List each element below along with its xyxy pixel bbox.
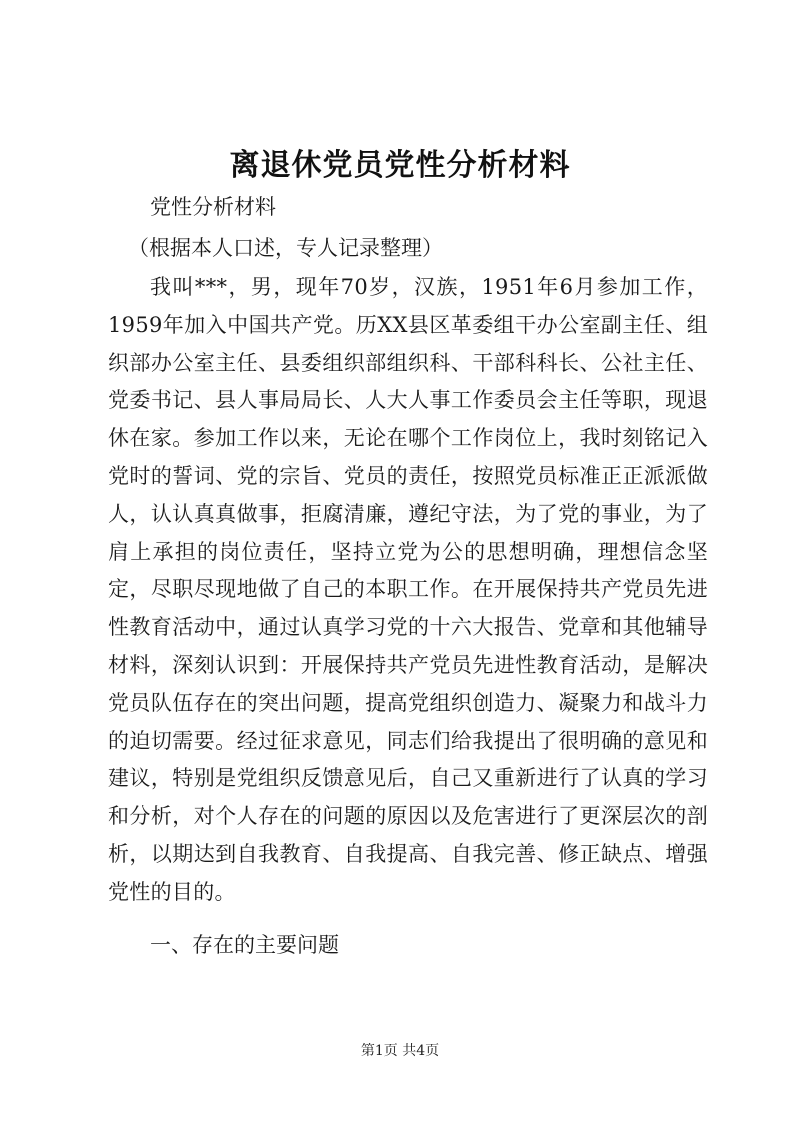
document-note: （根据本人口述，专人记录整理） — [128, 236, 443, 260]
page-footer: 第1页 共4页 — [360, 1043, 440, 1059]
section-heading: 一、存在的主要问题 — [150, 933, 339, 957]
document-title: 离退休党员党性分析材料 — [229, 148, 571, 183]
document-subtitle: 党性分析材料 — [150, 195, 276, 219]
body-paragraph: 我叫***，男，现年70岁，汉族，1951年6月参加工作，1959年加入中国共产党。历XX县区革委组干办公室副主任、组织部办公室主任、县委组织部组织科、干部科科长、公社主任、党委书记、县人事局局长、人大人事工作委员会主任等职，现退休在家。参加工作以来，无论在哪个工作岗位上，我时刻铭记入党时的誓词、党的宗旨、党员的责任，按照党员标准正正派派做人，认认真真做事，拒腐清廉，遵纪守法，为了党的事业，为了肩上承担的岗位责任，坚持立党为公的思想明确，理想信念坚定，尽职尽现地做了自己的本职工作。在开展保持共产党员先进性教育活动中，通过认真学习党的十六大报告、党章和其他辅导材料，深刻认识到：开展保持共产党员先进性教育活动，是解决党员队伍存在的突出问题，提高党组织创造力、凝聚力和战斗力的迫切需要。经过征求意见，同志们给我提出了很明确的意见和建议，特别是党组织反馈意见后，自己又重新进行了认真的学习和分析，对个人存在的问题的原因以及危害进行了更深层次的剖析，以期达到自我教育、自我提高、自我完善、修正缺点、增强党性的目的。 — [108, 275, 708, 904]
